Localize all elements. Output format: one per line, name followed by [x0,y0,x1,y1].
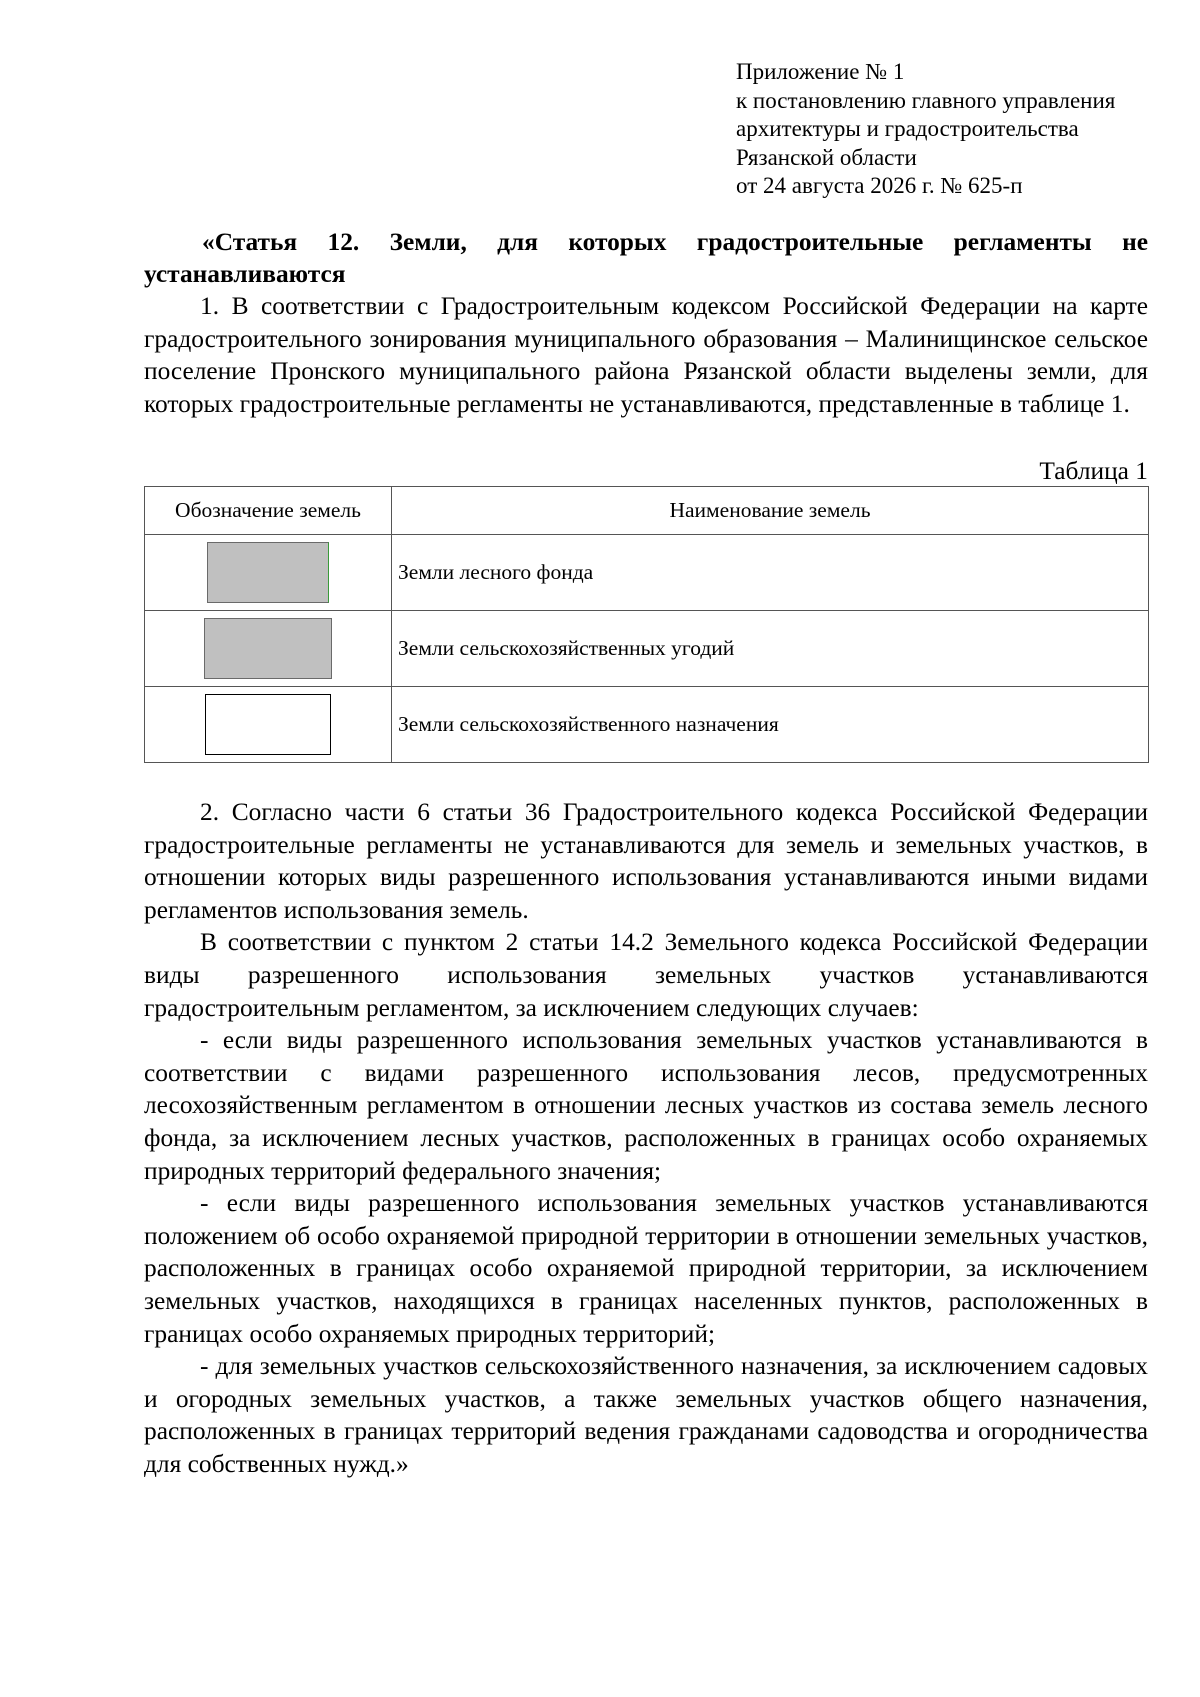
appendix-line: Приложение № 1 [736,59,905,84]
article-heading: «Статья 12. Земли, для которых градостроительные регламенты не устанавливаются [144,228,1148,288]
section-2 [144,796,1148,1480]
table-row [145,611,1149,687]
exception-item: - если виды разрешенного использования земельных участков устанавливаются положением об особо охраняемой природной территории в отношении земельных участков, расположенных в границах особо охраняемой природной территории, за исключением земельных участков, находящихся в границах населенных пунктов, расположенных в границах особо охраняемых природных территорий; [144,1189,1148,1348]
lands-table [144,486,1149,763]
land-name-cell: Земли лесного фонда [392,535,1149,611]
symbol-cell [145,535,392,611]
symbol-cell [145,611,392,687]
exception-item: - если виды разрешенного использования земельных участков устанавливаются в соответствии с видами разрешенного использования лесов, предусмотренных лесохозяйственным регламентом в отношении лесных участков из состава земель лесного фонда, за исключением лесных участков, расположенных в границах особо охраняемых природных территорий федерального значения; [144,1026,1148,1185]
column-header-name: Наименование земель [392,487,1149,535]
appendix-line: Рязанской области [736,144,917,170]
table-caption: Таблица 1 [1039,457,1148,485]
exception-item: - для земельных участков сельскохозяйственного назначения, за исключением садовых и огородных земельных участков, а также земельных участков общего назначения, расположенных в границах территорий ведения гражданами садоводства и огородничества для собственных нужд.» [144,1352,1148,1478]
gray-fill-swatch-icon [204,618,332,679]
section-2-paragraph: В соответствии с пунктом 2 статьи 14.2 Земельного кодекса Российской Федерации виды разрешенного использования земельных участков устанавливаются градостроительным регламентом, за исключением следующих случаев: [144,928,1148,1022]
section-2-paragraph: 2. Согласно части 6 статьи 36 Градостроительного кодекса Российской Федерации градостроительные регламенты не устанавливаются для земель и земельных участков, в отношении которых виды разрешенного использования устанавливаются иными видами регламентов использования земель. [144,798,1148,924]
appendix-line: архитектуры и градостроительства [736,116,1079,141]
appendix-header [736,58,1176,201]
column-header-symbol: Обозначение земель [145,487,392,535]
table-header-row [145,487,1149,535]
table-row [145,687,1149,763]
article-paragraph-1 [144,290,1148,420]
gray-fill-swatch-icon [207,542,329,603]
appendix-line: к постановлению главного управления [736,87,1116,113]
land-name-cell: Земли сельскохозяйственных угодий [392,611,1149,687]
paragraph-text: 1. В соответствии с Градостроительным кодексом Российской Федерации на карте градостроительного зонирования муниципального образования – Малинищинское сельское поселение Пронского муниципального района Рязанской области выделены земли, для которых градостроительные регламенты не устанавливаются, представленные в таблице 1. [144,292,1148,418]
appendix-line: от 24 августа 2026 г. № 625-п [736,173,1023,198]
symbol-cell [145,687,392,763]
white-outline-swatch-icon [205,694,331,755]
table-row [145,535,1149,611]
land-name-cell: Земли сельскохозяйственного назначения [392,687,1149,763]
